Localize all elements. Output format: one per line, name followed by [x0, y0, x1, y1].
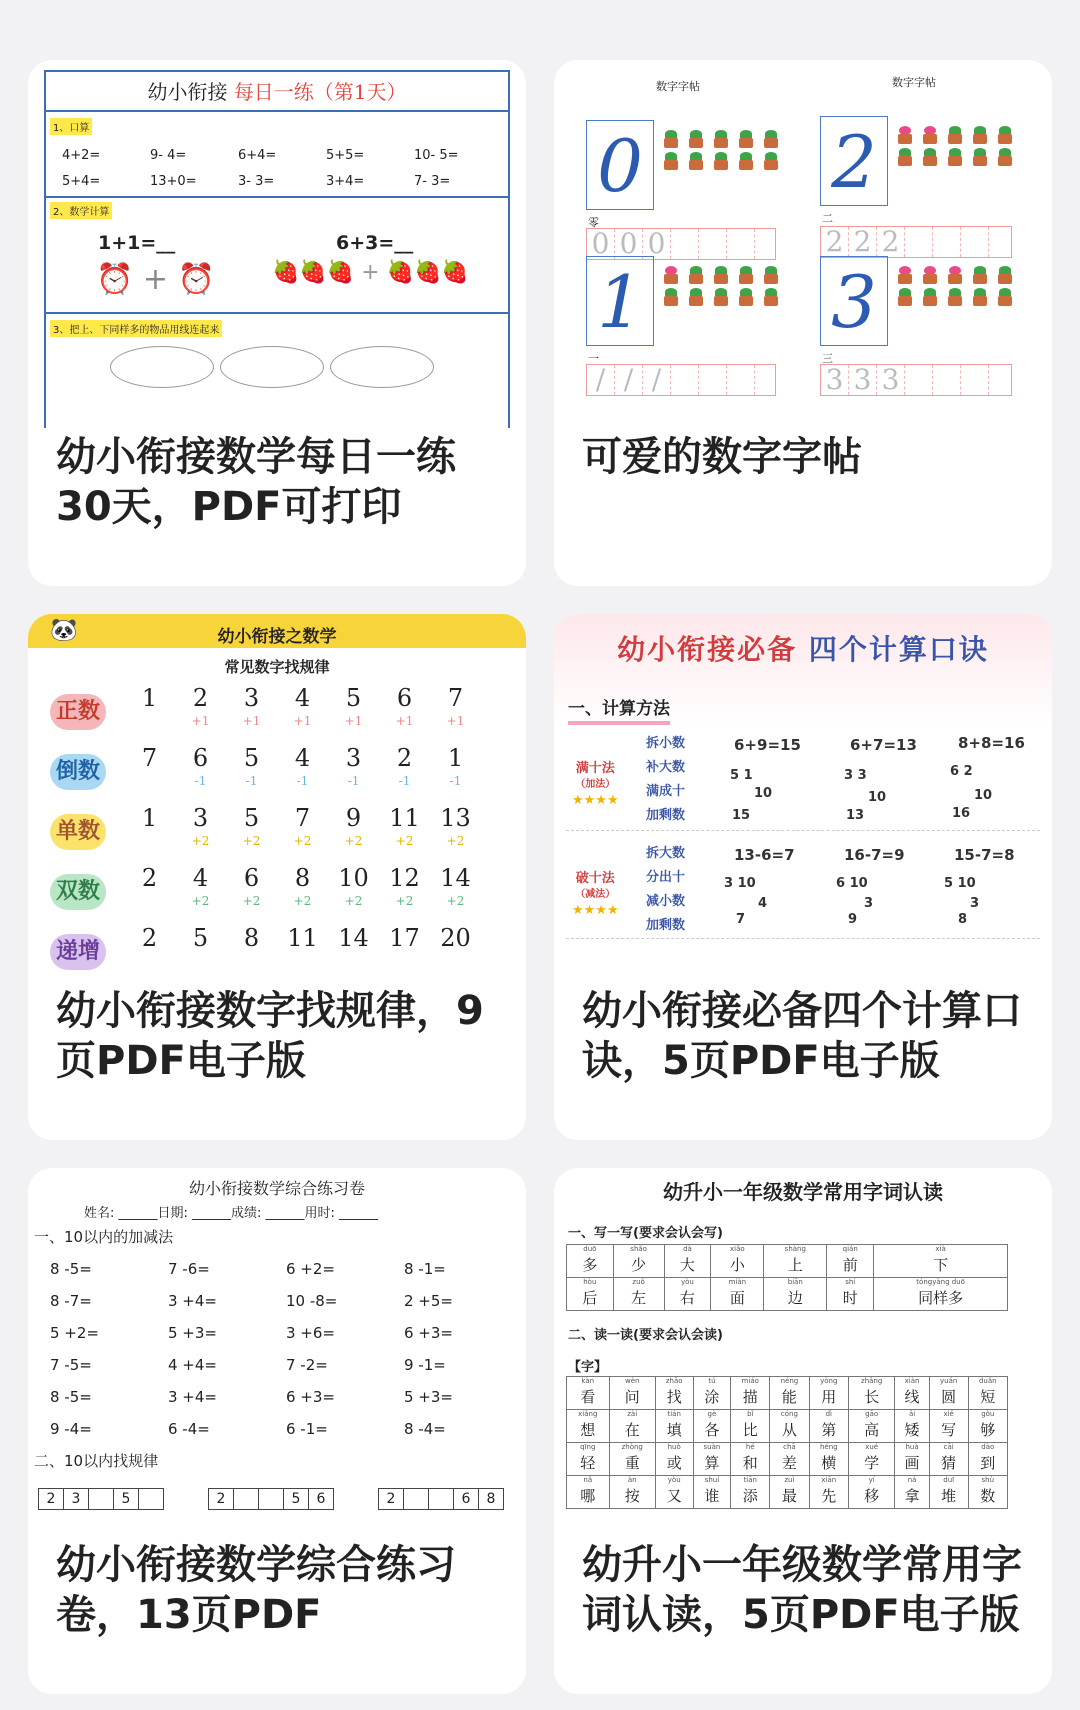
char-cell: zhǎo 找 — [655, 1377, 693, 1410]
write-table — [566, 1244, 1008, 1311]
product-card-digit-copybook[interactable] — [554, 60, 1052, 586]
digit-2: 2 — [820, 116, 888, 206]
char-cell: zuǒ 左 — [613, 1278, 664, 1311]
trace-row: 0 0 0 — [586, 228, 776, 260]
char-cell: àn 按 — [609, 1476, 655, 1509]
char-cell: shí 时 — [827, 1278, 874, 1311]
char-cell: tóngyàng duō 同样多 — [874, 1278, 1008, 1311]
trace-row: 2 2 2 — [820, 226, 1012, 258]
card-title: 幼升小一年级数学常用字词认读，5页PDF电子版 — [582, 1542, 1022, 1638]
card-thumbnail: 幼升小一年级数学常用字词认读 一、写一写(要求会认会写) duō 多 shǎo 少 dà 大 xiǎo 小 shàng 上 qián 前 xià 下 hòu 后 zuǒ 左 yòu 右 miàn 面 biān 边 shí 时 tóngyàng duō 同样多 二、读一读(要求会认会读) 【字】 kàn 看 wèn 问 zhǎo 找 tú 涂 miáo 描 néng 能 yòng 用 zhǎng 长 xiàn 线 yuán 圆 duǎn 短 xiǎng 想 zài 在 tián 填 gè 各 bǐ 比 cóng 从 dì 第 gāo 高 ǎi 矮 xiě 写 gòu 够 qīng 轻 zhòng 重 huò 或 suàn 算 hé 和 chā 差 héng 横 xué 学 huà 画 cāi 猜 dào 到 nǎ 哪 àn 按 yòu 又 shuí 谁 tiān 添 zuì 最 xiān 先 yí 移 ná 拿 duī 堆 shù 数 — [554, 1168, 1052, 1538]
char-cell: xiān 先 — [809, 1476, 848, 1509]
thumb-title: 幼小衔接数学综合练习卷 — [188, 1179, 365, 1198]
section-label: 1、口算 — [50, 118, 92, 135]
product-card-number-patterns[interactable] — [28, 614, 526, 1140]
char-cell: gāo 高 — [848, 1410, 894, 1443]
calc-row: 5+4= 13+0= 3- 3= 3+4= 7- 3= — [62, 174, 451, 189]
panda-icon: 🐼 — [50, 618, 78, 643]
char-cell: qīng 轻 — [567, 1443, 610, 1476]
equation: 6+3=__ — [336, 232, 414, 254]
char-cell: gòu 够 — [968, 1410, 1007, 1443]
char-cell: xiǎng 想 — [567, 1410, 610, 1443]
card-thumbnail: 幼小衔接数学综合练习卷 姓名: ______日期: ______成绩: ______用时: ______ 一、10以内的加减法 8 -5= 7 -6= 6 +2= 8 -1= 8 -7= 3 +4= 10 -8= 2 +5= 5 +2= 5 +3= 3 +6= 6 +3= 7 -5= 4 +4= 7 -2= 9 -1= 8 -5= 3 +4= 6 +3= 5 +3= 9 -4= 6 -4= 6 -1= 8 -4= 二、10以内找规律 2 3 5 2 5 6 2 6 8 — [28, 1168, 526, 1538]
char-cell: nǎ 哪 — [567, 1476, 610, 1509]
char-cell: hòu 后 — [567, 1278, 614, 1311]
char-cell: tián 填 — [655, 1410, 693, 1443]
char-cell: biān 边 — [764, 1278, 827, 1311]
digit-1: 1 — [586, 256, 654, 346]
char-cell: ná 拿 — [895, 1476, 929, 1509]
product-card-calc-formulas[interactable] — [554, 614, 1052, 1140]
product-card-comprehensive-exercise[interactable] — [28, 1168, 526, 1694]
char-cell: suàn 算 — [693, 1443, 731, 1476]
card-thumbnail: 🐼 幼小衔接之数学 常见数字找规律 正数 1 2 3 4 5 6 7 +1 +1 +1 +1 +1 +1 倒数 7 6 5 4 3 2 1 -1 -1 -1 -1 -1 -1 单数 1 3 5 7 9 11 13 +2 +2 +2 +2 +2 +2 双数 2 4 6 8 10 12 14 +2 +2 +2 +2 +2 +2 递增 2 5 8 11 14 17 20 — [28, 614, 526, 984]
char-cell: shǎo 少 — [613, 1245, 664, 1278]
char-cell: qián 前 — [827, 1245, 874, 1278]
char-cell: zhǎng 长 — [848, 1377, 894, 1410]
card-title: 可爱的数字字帖 — [582, 434, 862, 480]
char-cell: yuán 圆 — [929, 1377, 968, 1410]
worksheet-title: 幼小衔接 每日一练（第1天） — [46, 72, 508, 112]
equation: 1+1=__ — [98, 232, 176, 254]
thumb-title: 幼升小一年级数学常用字词认读 — [663, 1180, 943, 1204]
char-cell: héng 横 — [809, 1443, 848, 1476]
char-cell: shàng 上 — [764, 1245, 827, 1278]
trace-row: 3 3 3 — [820, 364, 1012, 396]
read-table — [566, 1376, 1008, 1509]
char-cell: zài 在 — [609, 1410, 655, 1443]
strawberry-icon: 🍓🍓🍓 + 🍓🍓🍓 — [272, 260, 469, 285]
char-cell: yí 移 — [848, 1476, 894, 1509]
char-cell: ǎi 矮 — [895, 1410, 929, 1443]
char-cell: huò 或 — [655, 1443, 693, 1476]
card-thumbnail — [28, 60, 526, 430]
worksheet-preview — [44, 70, 510, 428]
calc-row: 4+2= 9- 4= 6+4= 5+5= 10- 5= — [62, 148, 459, 163]
section-label: 3、把上、下同样多的物品用线连起来 — [50, 320, 222, 337]
char-cell: cāi 猜 — [929, 1443, 968, 1476]
table-row — [567, 1278, 1008, 1311]
char-cell: shuí 谁 — [693, 1476, 731, 1509]
table-row — [567, 1410, 1008, 1443]
digit-0: 0 — [586, 120, 654, 210]
clock-icon: ⏰ + ⏰ — [96, 262, 215, 297]
char-cell: xiàn 线 — [895, 1377, 929, 1410]
char-cell: zhòng 重 — [609, 1443, 655, 1476]
char-cell: dà 大 — [664, 1245, 711, 1278]
char-cell: chā 差 — [770, 1443, 809, 1476]
char-cell: xué 学 — [848, 1443, 894, 1476]
char-cell: miàn 面 — [711, 1278, 764, 1311]
char-cell: néng 能 — [770, 1377, 809, 1410]
thumb-title: 幼小衔接之数学 — [217, 627, 337, 647]
char-cell: miáo 描 — [731, 1377, 770, 1410]
card-title: 幼小衔接数学每日一练30天，PDF可打印 — [56, 434, 456, 530]
char-cell: dào 到 — [968, 1443, 1007, 1476]
char-cell: yòu 又 — [655, 1476, 693, 1509]
char-cell: wèn 问 — [609, 1377, 655, 1410]
char-cell: yòu 右 — [664, 1278, 711, 1311]
char-cell: cóng 从 — [770, 1410, 809, 1443]
char-cell: xiě 写 — [929, 1410, 968, 1443]
char-cell: huà 画 — [895, 1443, 929, 1476]
char-cell: zuì 最 — [770, 1476, 809, 1509]
table-row — [567, 1377, 1008, 1410]
char-cell: bǐ 比 — [731, 1410, 770, 1443]
card-title: 幼小衔接数字找规律，9页PDF电子版 — [56, 988, 484, 1084]
char-cell: duō 多 — [567, 1245, 614, 1278]
char-cell: tiān 添 — [731, 1476, 770, 1509]
char-cell: kàn 看 — [567, 1377, 610, 1410]
product-card-daily-practice[interactable] — [28, 60, 526, 586]
thumb-title: 幼小衔接必备 四个计算口诀 — [617, 633, 989, 666]
trace-row: / / / — [586, 364, 776, 396]
char-cell: gè 各 — [693, 1410, 731, 1443]
card-title: 幼小衔接数学综合练习卷，13页PDF — [56, 1542, 456, 1638]
char-cell: yòng 用 — [809, 1377, 848, 1410]
char-cell: shù 数 — [968, 1476, 1007, 1509]
card-thumbnail: 数字字帖 数字字帖 0 零 0 0 0 2 二 2 2 2 1 一 / / / 3 三 3 3 3 — [554, 60, 1052, 430]
product-card-common-words[interactable] — [554, 1168, 1052, 1694]
char-cell: duǎn 短 — [968, 1377, 1007, 1410]
card-thumbnail: 幼小衔接必备 四个计算口诀 一、计算方法 满十法 （加法） ★★★★ 拆小数 补大数 满成十 加剩数 6+9=15 6+7=13 8+8=16 5 1 3 3 6 2 10 10 10 15 13 16 破十法 （减法） ★★★★ 拆大数 分出十 减小数 加剩数 13-6=7 16-7=9 15-7=8 3 10 6 10 5 10 4 3 3 7 9 8 — [554, 614, 1052, 984]
char-cell: tú 涂 — [693, 1377, 731, 1410]
thumb-subtitle: 常见数字找规律 — [224, 658, 330, 676]
card-title: 幼小衔接必备四个计算口诀，5页PDF电子版 — [582, 988, 1022, 1084]
digit-3: 3 — [820, 256, 888, 346]
char-cell: duī 堆 — [929, 1476, 968, 1509]
char-cell: dì 第 — [809, 1410, 848, 1443]
char-cell: hé 和 — [731, 1443, 770, 1476]
char-cell: xiǎo 小 — [711, 1245, 764, 1278]
table-row — [567, 1245, 1008, 1278]
table-row — [567, 1476, 1008, 1509]
char-cell: xià 下 — [874, 1245, 1008, 1278]
table-row — [567, 1443, 1008, 1476]
section-label: 2、数学计算 — [50, 202, 112, 219]
